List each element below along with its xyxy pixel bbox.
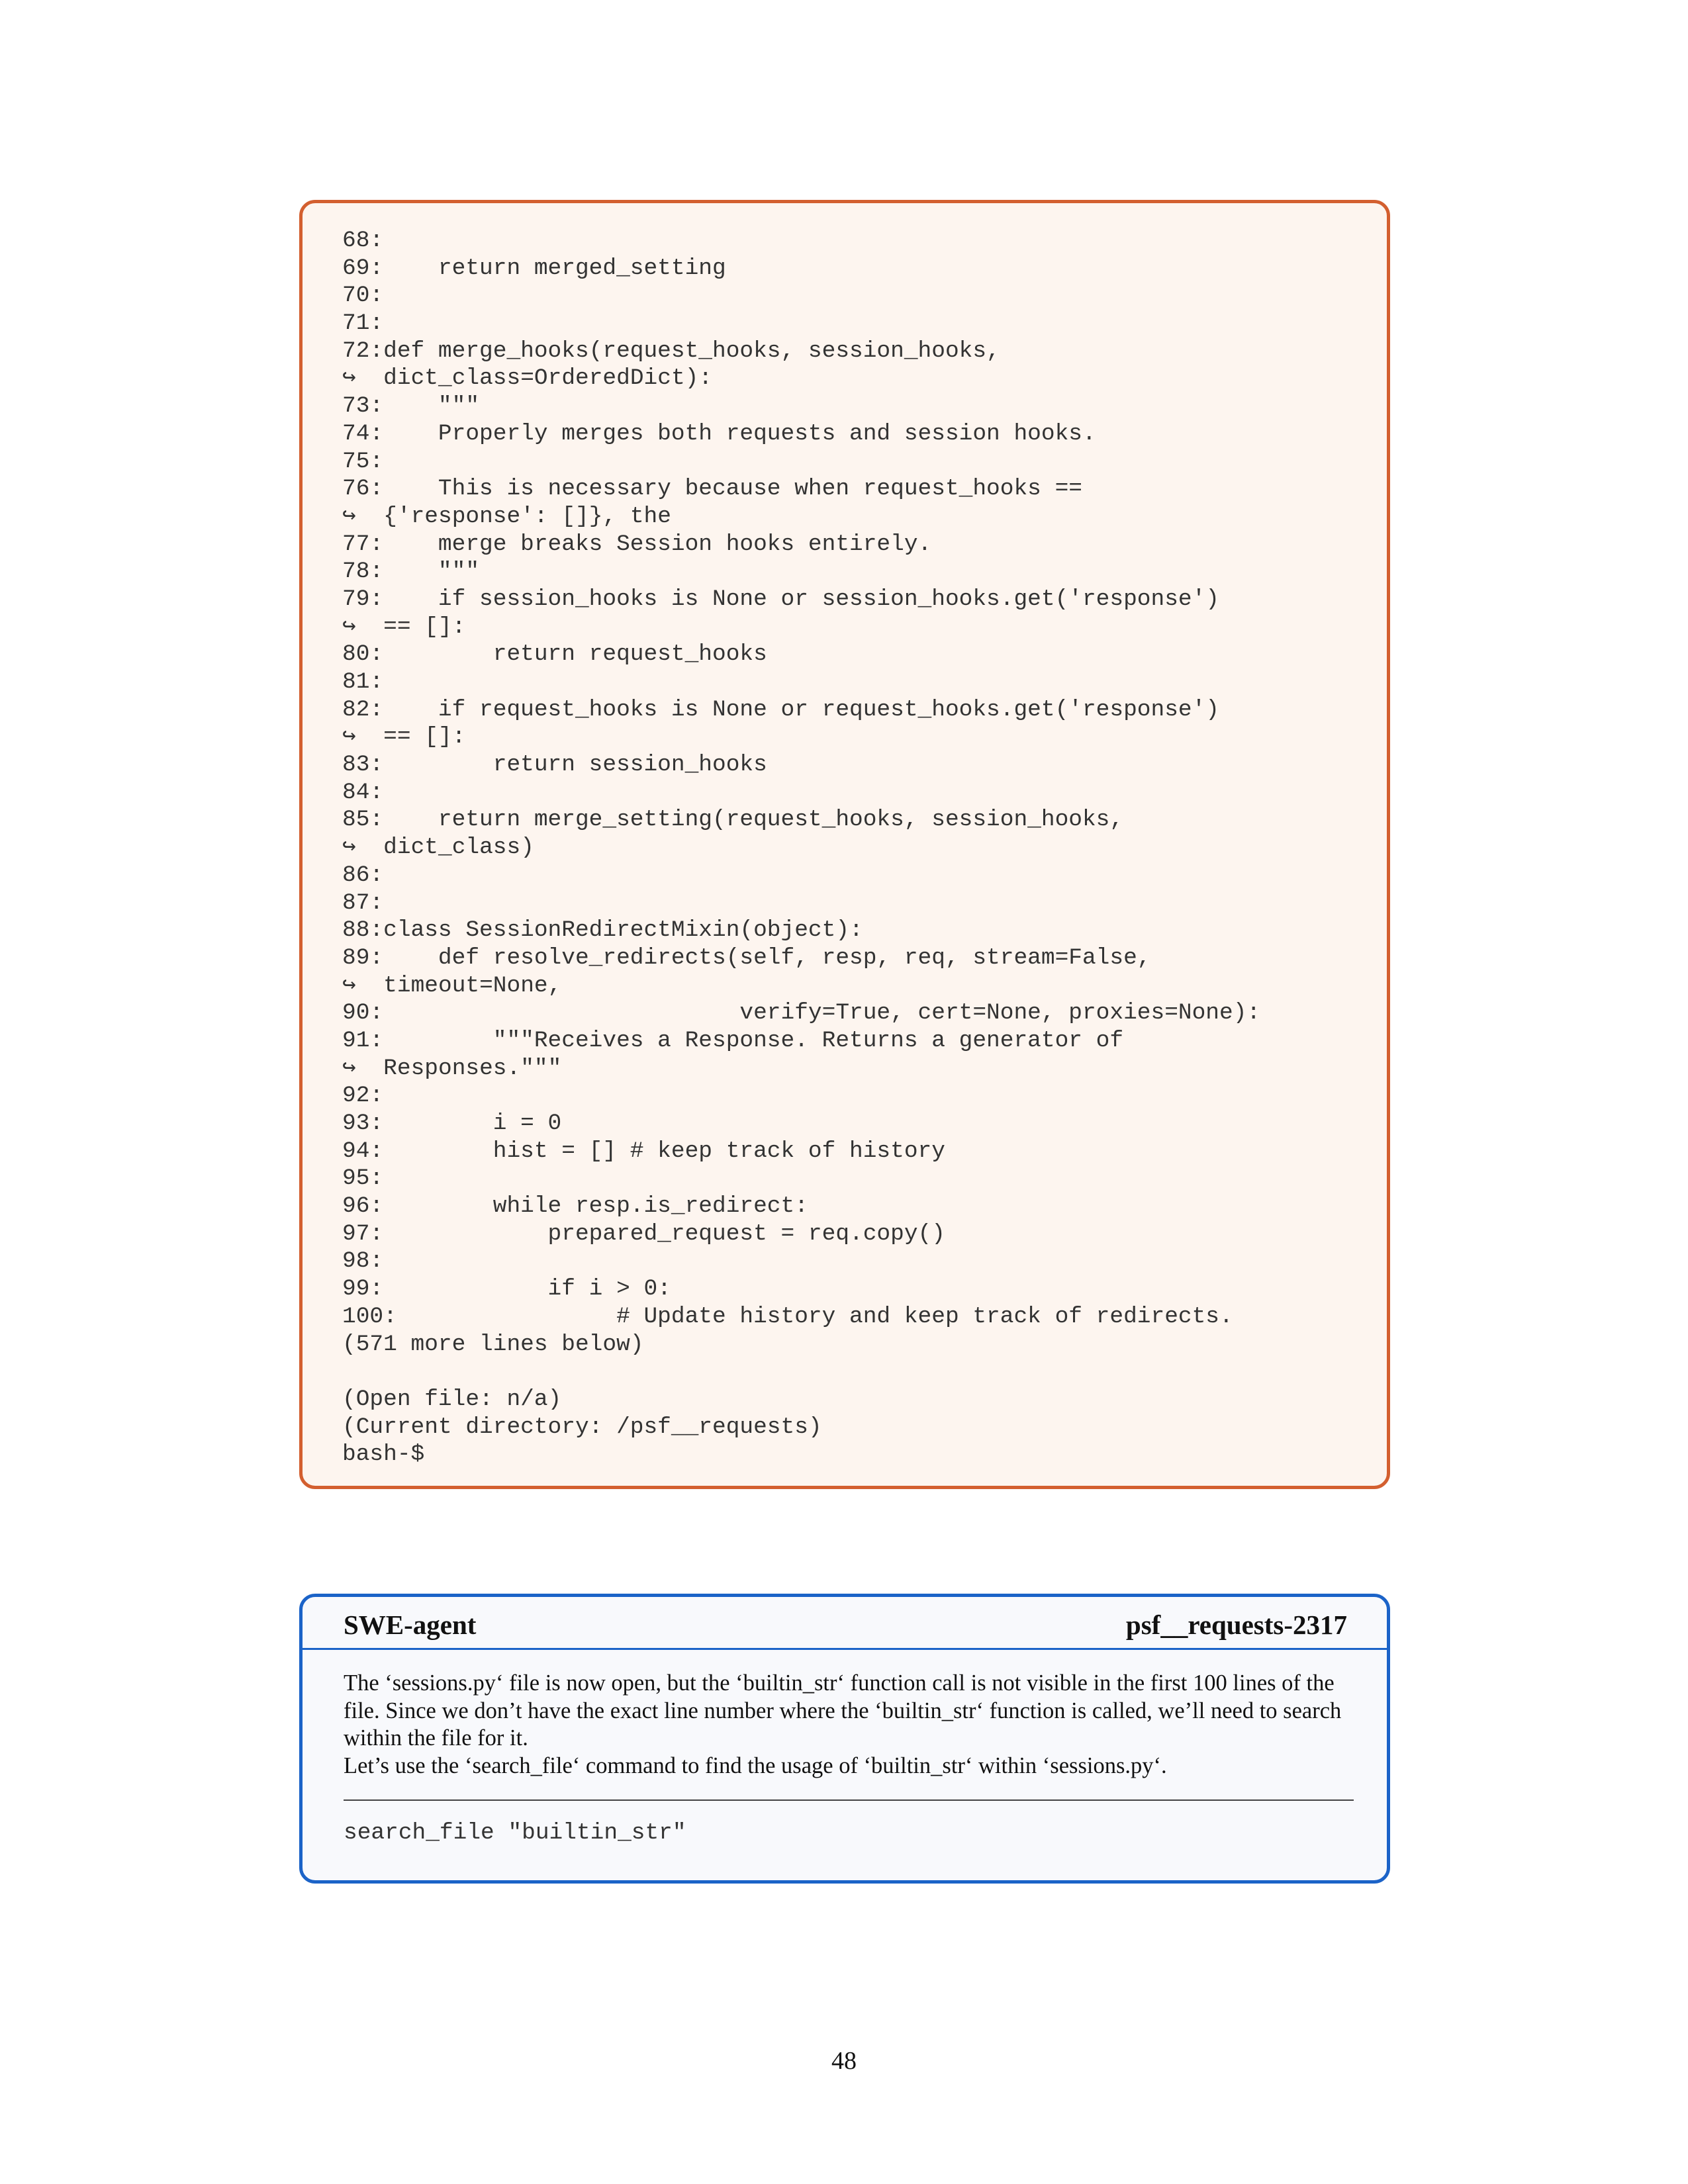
code-line: 94: hist = [] # keep track of history — [342, 1138, 945, 1164]
code-line: 87: — [342, 889, 384, 916]
code-line: 70: — [342, 283, 384, 309]
code-line: 95: — [342, 1165, 384, 1192]
code-line: 80: return request_hooks — [342, 641, 767, 668]
code-line: 100: # Update history and keep track of redirects. — [342, 1303, 1233, 1330]
code-line: ↪ == []: — [342, 614, 466, 640]
agent-name: SWE-agent — [344, 1610, 477, 1640]
code-line — [342, 1358, 1260, 1386]
code-line: 88:class SessionRedirectMixin(object): — [342, 917, 863, 944]
code-line: 75: — [342, 448, 384, 475]
code-line: 69: return merged_setting — [342, 255, 726, 281]
divider — [344, 1799, 1354, 1801]
code-line: ↪ == []: — [342, 724, 466, 751]
code-line: ↪ timeout=None, — [342, 972, 562, 999]
code-line: ↪ dict_class=OrderedDict): — [342, 365, 713, 392]
code-line: 77: merge breaks Session hooks entirely. — [342, 531, 932, 557]
agent-box — [299, 1594, 1390, 1884]
code-line: 79: if session_hooks is None or session_hooks.get('response') — [342, 586, 1220, 612]
code-line: 98: — [342, 1248, 384, 1275]
thought-paragraph-2: Let’s use the ‘search_file‘ command to find the usage of ‘builtin_str‘ within ‘sessions.py‘. — [344, 1752, 1167, 1778]
code-line: 76: This is necessary because when request_hooks == — [342, 476, 1082, 502]
agent-header — [303, 1597, 1387, 1650]
code-line: 96: while resp.is_redirect: — [342, 1193, 808, 1220]
code-line: 93: i = 0 — [342, 1111, 562, 1136]
code-line: (Current directory: /psf__requests) — [342, 1414, 822, 1440]
task-id: psf__requests-2317 — [1125, 1610, 1347, 1640]
code-line: 91: """Receives a Response. Returns a generator of — [342, 1027, 1124, 1054]
code-line: 82: if request_hooks is None or request_hooks.get('response') — [342, 696, 1220, 723]
code-line: 83: return session_hooks — [342, 752, 767, 778]
code-listing — [342, 227, 1260, 1469]
code-line: ↪ dict_class) — [342, 835, 534, 861]
code-line: 84: — [342, 779, 384, 805]
code-line: 89: def resolve_redirects(self, resp, req, stream=False, — [342, 944, 1151, 971]
code-line: (571 more lines below) — [342, 1331, 644, 1357]
code-line: 85: return merge_setting(request_hooks, session_hooks, — [342, 807, 1124, 833]
agent-command: search_file "builtin_str" — [344, 1820, 686, 1846]
code-line: 92: — [342, 1083, 384, 1109]
observation-box — [299, 200, 1390, 1489]
code-line: 86: — [342, 862, 384, 888]
agent-thought — [344, 1670, 1354, 1780]
thought-paragraph-1: The ‘sessions.py‘ file is now open, but the ‘builtin_str‘ function call is not visible in the first 100 lines of the file. Since we don’t have the exact line number where the ‘builtin_str‘ function is called, we’ll need to search within the file for it. — [344, 1670, 1342, 1751]
code-line: (Open file: n/a) — [342, 1386, 562, 1412]
code-line: ↪ {'response': []}, the — [342, 503, 671, 529]
code-line: ↪ Responses.""" — [342, 1055, 562, 1081]
code-line: bash-$ — [342, 1441, 425, 1468]
code-line: 99: if i > 0: — [342, 1276, 671, 1302]
code-line: 74: Properly merges both requests and session hooks. — [342, 420, 1096, 447]
code-line: 78: """ — [342, 559, 480, 585]
code-line: 73: """ — [342, 393, 480, 420]
code-line: 90: verify=True, cert=None, proxies=None): — [342, 1000, 1261, 1026]
code-line: 72:def merge_hooks(request_hooks, session_hooks, — [342, 338, 1000, 364]
code-line: 97: prepared_request = req.copy() — [342, 1220, 945, 1247]
code-line: 71: — [342, 310, 384, 337]
code-line: 68: — [342, 228, 384, 253]
code-line: 81: — [342, 669, 384, 695]
page-number: 48 — [831, 2047, 857, 2075]
